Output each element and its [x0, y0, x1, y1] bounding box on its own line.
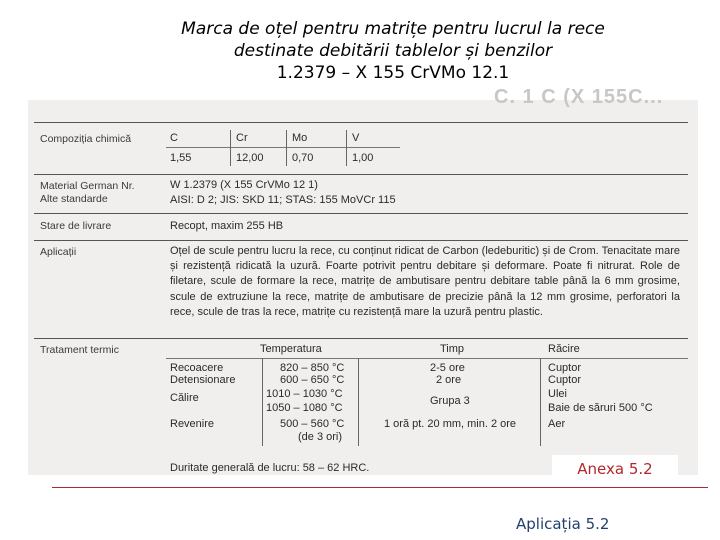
cooling-cell: Aer [548, 418, 566, 430]
cooling-cell: Baie de săruri 500 °C [548, 402, 653, 414]
composition-value-cr: 12,00 [236, 152, 264, 164]
process-cell: Recoacere [170, 362, 224, 374]
divider [34, 122, 688, 123]
applications-text: Oțel de scule pentru lucru la rece, cu conținut ridicat de Carbon (ledeburitic) și de Crom. Tenacitate mare și rezistență ridicată la uzură. Foarte potrivit pentru debitare și deformare. Poate fi nitrurat. Role de filetare, scule de formare la rece, matrițe de ambutisare pentru debitare table până la 6 mm grosime, scule de extruziune la rece, matrițe de ambutisare de precizie până la 12 mm grosime, perforatori la rece, scule de tras la rece, matrițe cu rezistență mare la uzură pentru plastic. [170, 245, 680, 318]
heat-table-col-rule [540, 358, 541, 446]
header-cooling: Răcire [548, 343, 580, 355]
divider [34, 240, 688, 241]
hardness-note: Duritate generală de lucru: 58 – 62 HRC. [170, 462, 370, 474]
heat-table-header-rule [166, 358, 688, 359]
title-line-2: destinate debitării tablelor și benzilor [233, 41, 553, 61]
material-label: Material German Nr. [40, 180, 135, 192]
material-value: W 1.2379 (X 155 CrVMo 12 1) [170, 179, 318, 191]
cooling-cell: Cuptor [548, 362, 582, 374]
slide-title [128, 18, 658, 96]
heat-treatment-label: Tratament termic [40, 344, 119, 356]
composition-header-c: C [170, 132, 178, 144]
composition-col-rule [346, 130, 347, 166]
process-cell: Călire [170, 392, 199, 404]
temperature-cell: 1050 – 1080 °C [266, 402, 343, 414]
heat-table-col-rule [358, 358, 359, 446]
divider [34, 213, 688, 214]
standards-label: Alte standarde [40, 193, 108, 205]
temperature-cell: 1010 – 1030 °C [266, 388, 343, 400]
composition-col-rule [286, 130, 287, 166]
delivery-value: Recopt, maxim 255 HB [170, 220, 284, 232]
temperature-cell: 500 – 560 °C [280, 418, 345, 430]
time-cell: 2-5 ore [430, 362, 465, 374]
composition-label: Compoziția chimică [40, 133, 132, 145]
composition-value-mo: 0,70 [292, 152, 314, 164]
header-time: Timp [440, 343, 465, 355]
delivery-label: Stare de livrare [40, 220, 112, 232]
cropped-heading: C. 1 C (X 155C... [494, 86, 664, 108]
composition-header-cr: Cr [236, 132, 248, 144]
process-cell: Detensionare [170, 374, 236, 386]
footer-label: Aplicația 5.2 [516, 515, 610, 533]
footer-rule [52, 487, 708, 488]
title-line-1: Marca de oțel pentru matrițe pentru lucrul la rece [181, 19, 605, 39]
divider [34, 338, 688, 339]
cooling-cell: Cuptor [548, 374, 582, 386]
applications-label: Aplicații [40, 246, 77, 258]
time-cell: Grupa 3 [430, 395, 470, 407]
steel-datasheet [28, 86, 698, 475]
cooling-cell: Ulei [548, 388, 567, 400]
temperature-cell: 820 – 850 °C [280, 362, 345, 374]
composition-col-rule [230, 130, 231, 166]
composition-value-v: 1,00 [352, 152, 374, 164]
composition-value-c: 1,55 [170, 152, 192, 164]
temperature-cell: 600 – 650 °C [280, 374, 345, 386]
composition-header-mo: Mo [292, 132, 308, 144]
header-temperature: Temperatura [260, 343, 322, 355]
heat-table-col-rule [262, 358, 263, 446]
standards-value: AISI: D 2; JIS: SKD 11; STAS: 155 MoVCr 115 [170, 194, 396, 206]
revenire-note: (de 3 ori) [298, 431, 343, 443]
composition-header-rule [166, 147, 400, 148]
title-line-3: 1.2379 – X 155 CrVMo 12.1 [276, 63, 510, 83]
time-cell: 2 ore [436, 374, 462, 386]
composition-header-v: V [352, 132, 360, 144]
annex-label: Anexa 5.2 [552, 455, 678, 483]
divider [34, 174, 688, 175]
process-cell: Revenire [170, 418, 215, 430]
time-cell: 1 oră pt. 20 mm, min. 2 ore [384, 418, 517, 430]
